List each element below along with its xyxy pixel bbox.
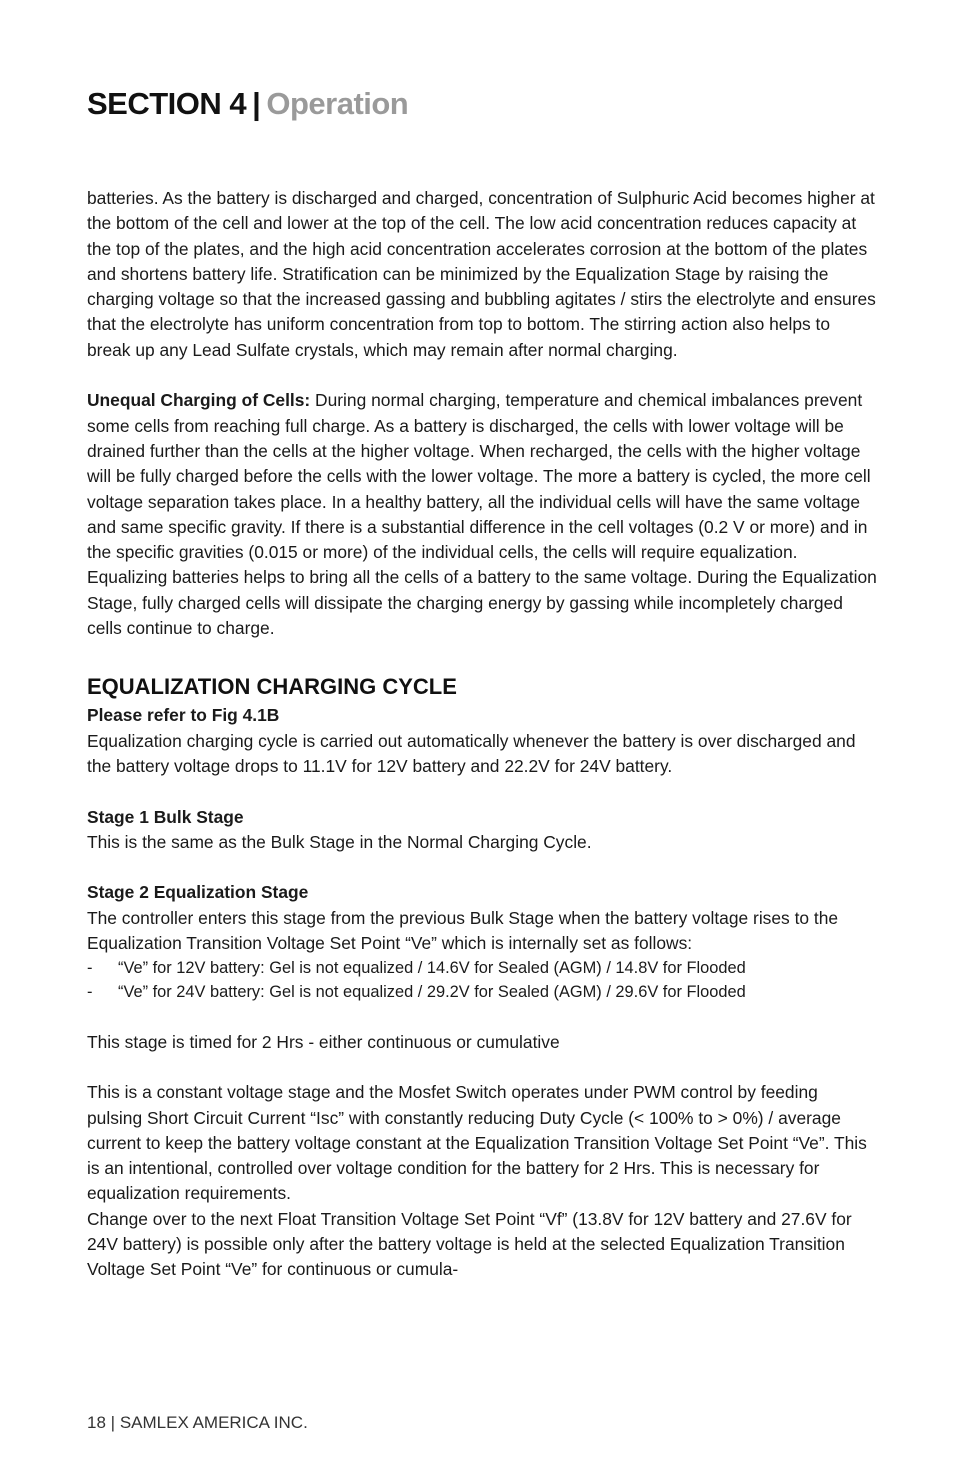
stage1-text: This is the same as the Bulk Stage in the Normal Charging Cycle. [87, 831, 592, 852]
bullet-12v: “Ve” for 12V battery: Gel is not equalized / 14.6V for Sealed (AGM) / 14.8V for Flooded [118, 959, 746, 978]
page-footer [87, 1413, 308, 1433]
section-header [87, 86, 408, 122]
bullet-24v: “Ve” for 24V battery: Gel is not equalized / 29.2V for Sealed (AGM) / 29.6V for Flooded [118, 983, 746, 1002]
page-number: 18 [87, 1413, 106, 1432]
stage2-title-text: Stage 2 Equalization Stage [87, 882, 309, 903]
stage1-title-text: Stage 1 Bulk Stage [87, 806, 244, 827]
paragraph-timing: This stage is timed for 2 Hrs - either continuous or cumulative [87, 1031, 560, 1052]
header-separator: | [252, 86, 261, 121]
section-title: Operation [266, 86, 409, 121]
figure-reference-text: Please refer to Fig 4.1B [87, 705, 280, 726]
unequal-charging-text: During normal charging, temperature and chemical imbalances prevent some cells from reaching full charge. As a battery is discharged, the cells with lower voltage will be drained further than the cells at the higher voltage. When recharged, the cells with the higher voltage will be fully charged before the cells with the lower voltage. The more a battery is cycled, the more cell voltage separation takes place. In a healthy battery, all the individual cells will have the same voltage and same specific gravity. If there is a substantial difference in the cell voltages (0.2 V or more) and in the specific gravities (0.015 or more) of the individual cells, the cells will require equalization. Equalizing batteries helps to bring all the cells of a battery to the same voltage. During the Equalization Stage, fully charged cells will dissipate the charging energy by gassing while incompletely charged cells continue to charge. [87, 390, 877, 639]
stage2-text: The controller enters this stage from the previous Bulk Stage when the battery voltage rises to the Equalization Transition Voltage Set Point “Ve” which is internally set as follows: [87, 907, 839, 954]
unequal-charging-label: Unequal Charging of Cells: [87, 390, 311, 411]
paragraph-constant-voltage: This is a constant voltage stage and the Mosfet Switch operates under PWM control by feeding pulsing Short Circuit Current “Isc” with constantly reducing Duty Cycle (< 100% to > 0%) / average current to keep the battery voltage constant at the Equalization Transition Voltage Set Point “Ve”. This is an intentional, controlled over voltage condition for the battery for 2 Hrs. This is necessary for equalization requirements. [87, 1082, 867, 1204]
body-content [87, 186, 877, 1283]
list-item [87, 956, 877, 980]
list-item [87, 980, 877, 1004]
paragraph-equalization-intro: Equalization charging cycle is carried out automatically whenever the battery is over discharged and the battery voltage drops to 11.1V for 12V battery and 22.2V for 24V battery. [87, 730, 856, 776]
equalization-heading: EQUALIZATION CHARGING CYCLE [87, 674, 457, 700]
company-name: SAMLEX AMERICA INC. [119, 1413, 308, 1432]
bullet-dash: - [87, 983, 93, 1002]
bullet-dash: - [87, 959, 93, 978]
paragraph-stratification: batteries. As the battery is discharged and charged, concentration of Sulphuric Acid becomes higher at the bottom of the cell and lower at the top of the cell. The low acid concentration reduces capacity at the top of the plates, and the high acid concentration accelerates corrosion at the bottom of the plates and shortens battery life. Stratification can be minimized by the Equalization Stage by raising the charging voltage so that the increased gassing and bubbling agitates / stirs the electrolyte and ensures that the electrolyte has uniform concentration from top to bottom. The stirring action also helps to break up any Lead Sulfate crystals, which may remain after normal charging. [87, 188, 876, 360]
paragraph-unequal-charging [87, 388, 877, 641]
stage1-title [87, 805, 877, 830]
section-number: SECTION 4 [87, 86, 247, 121]
figure-reference [87, 703, 877, 728]
footer-separator: | [110, 1413, 116, 1432]
paragraph-changeover: Change over to the next Float Transition Voltage Set Point “Vf” (13.8V for 12V battery and 27.6V for 24V battery) is possible only after the battery voltage is held at the selected Equalization Transition Voltage Set Point “Ve” for continuous or cumula- [87, 1208, 852, 1280]
stage2-title [87, 880, 877, 905]
